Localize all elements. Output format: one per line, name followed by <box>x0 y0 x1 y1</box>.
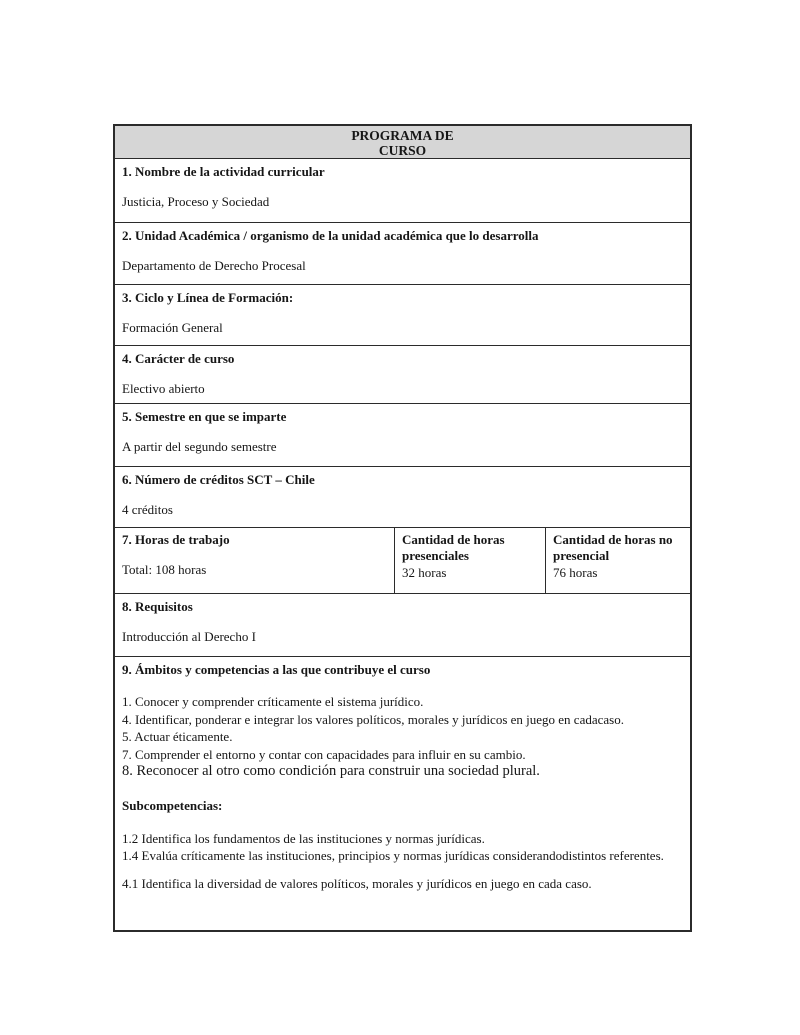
table-row-ciclo-linea <box>115 285 690 346</box>
subcompetencia-item: 1.4 Evalúa críticamente las instituciones, principios y normas jurídicas considerandodistintos referentes. <box>122 848 664 863</box>
subcompetencia-item: 1.2 Identifica los fundamentos de las instituciones y normas jurídicas. <box>122 830 485 846</box>
table-row-competencias <box>115 657 690 930</box>
row-value: Formación General <box>122 320 223 335</box>
table-title-line1: PROGRAMA DE <box>351 128 454 143</box>
course-program-table <box>113 124 692 932</box>
horas-total-cell <box>115 528 394 593</box>
competencia-item: 1. Conocer y comprender críticamente el sistema jurídico. <box>122 694 424 709</box>
horas-presenciales-cell <box>394 528 545 593</box>
subcompetencias-label: Subcompetencias: <box>122 797 223 813</box>
row-label: 8. Requisitos <box>122 599 193 614</box>
table-title-line2: CURSO <box>378 143 427 158</box>
competencia-item: 5. Actuar éticamente. <box>122 729 233 744</box>
row-value: Electivo abierto <box>122 381 205 396</box>
table-row-creditos <box>115 467 690 528</box>
row-value: Introducción al Derecho I <box>122 629 256 644</box>
horas-presenciales-value: 32 horas <box>402 565 447 580</box>
subcompetencia-item: 4.1 Identifica la diversidad de valores políticos, morales y jurídicos en juego en cada caso. <box>122 875 592 891</box>
competencia-item: 7. Comprender el entorno y contar con capacidades para influir en su cambio. <box>122 746 526 762</box>
row-value: A partir del segundo semestre <box>122 439 277 454</box>
table-row-semestre <box>115 404 690 467</box>
horas-label: 7. Horas de trabajo <box>122 532 230 547</box>
horas-no-presencial-label: Cantidad de horas no presencial <box>553 532 673 563</box>
horas-total-value: Total: 108 horas <box>122 562 207 577</box>
horas-no-presencial-cell <box>545 528 690 593</box>
table-row-caracter-curso <box>115 346 690 404</box>
row-label: 2. Unidad Académica / organismo de la unidad académica que lo desarrolla <box>122 228 539 243</box>
horas-no-presencial-value: 76 horas <box>553 565 598 580</box>
table-row-horas-trabajo <box>115 528 690 594</box>
row-label: 3. Ciclo y Línea de Formación: <box>122 290 294 305</box>
competencias-label: 9. Ámbitos y competencias a las que contribuye el curso <box>122 662 431 677</box>
row-label: 5. Semestre en que se imparte <box>122 409 287 424</box>
row-label: 4. Carácter de curso <box>122 351 235 366</box>
row-label: 6. Número de créditos SCT – Chile <box>122 472 315 487</box>
table-row-unidad-academica <box>115 223 690 285</box>
table-title <box>115 126 690 159</box>
row-value: Justicia, Proceso y Sociedad <box>122 194 270 209</box>
competencias-list <box>122 693 683 781</box>
row-label: 1. Nombre de la actividad curricular <box>122 164 325 179</box>
competencia-item: 4. Identificar, ponderar e integrar los valores políticos, morales y jurídicos en juego en cadacaso. <box>122 711 624 727</box>
horas-presenciales-label: Cantidad de horas presenciales <box>402 532 505 563</box>
row-value: 4 créditos <box>122 502 173 517</box>
competencia-item: 8. Reconocer al otro como condición para construir una sociedad plural. <box>122 763 540 779</box>
table-row-nombre-actividad <box>115 159 690 223</box>
table-row-requisitos <box>115 594 690 657</box>
row-value: Departamento de Derecho Procesal <box>122 258 306 273</box>
subcompetencias-list <box>122 830 683 893</box>
